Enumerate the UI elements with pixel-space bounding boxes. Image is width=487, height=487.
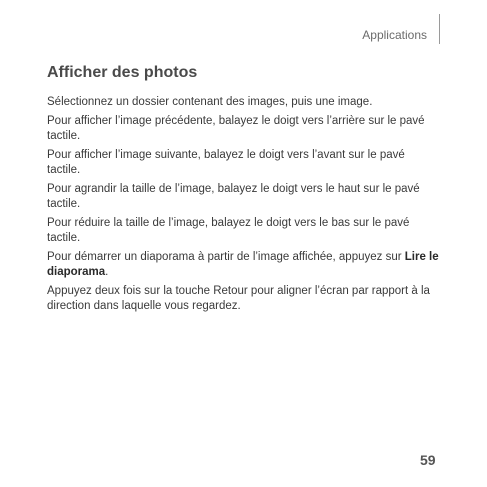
paragraph-select-folder: Sélectionnez un dossier contenant des images, puis une image. [47, 96, 373, 108]
paragraph-zoom-in: Pour agrandir la taille de l’image, balayez le doigt vers le haut sur le pavé tactile. [47, 183, 420, 210]
paragraph-previous-image: Pour afficher l’image précédente, balayez le doigt vers l’arrière sur le pavé tactile. [47, 115, 425, 142]
slideshow-text-after: . [105, 266, 109, 278]
header-section-title: Applications [362, 28, 427, 42]
paragraph-align-screen: Appuyez deux fois sur la touche Retour pour aligner l’écran par rapport à la direction dans laquelle vous regardez. [47, 285, 430, 312]
page-content [47, 62, 439, 318]
slideshow-menu-label: Lire le diaporama [47, 251, 439, 278]
page-number: 59 [420, 452, 436, 468]
header-divider [439, 14, 440, 44]
paragraph-next-image: Pour afficher l’image suivante, balayez le doigt vers l’avant sur le pavé tactile. [47, 149, 405, 176]
paragraph-zoom-out: Pour réduire la taille de l’image, balayez le doigt vers le bas sur le pavé tactile. [47, 217, 410, 244]
section-title: Afficher des photos [47, 64, 198, 81]
paragraph-slideshow [47, 250, 439, 280]
slideshow-text-before: Pour démarrer un diaporama à partir de l’image affichée, appuyez sur [47, 251, 405, 263]
